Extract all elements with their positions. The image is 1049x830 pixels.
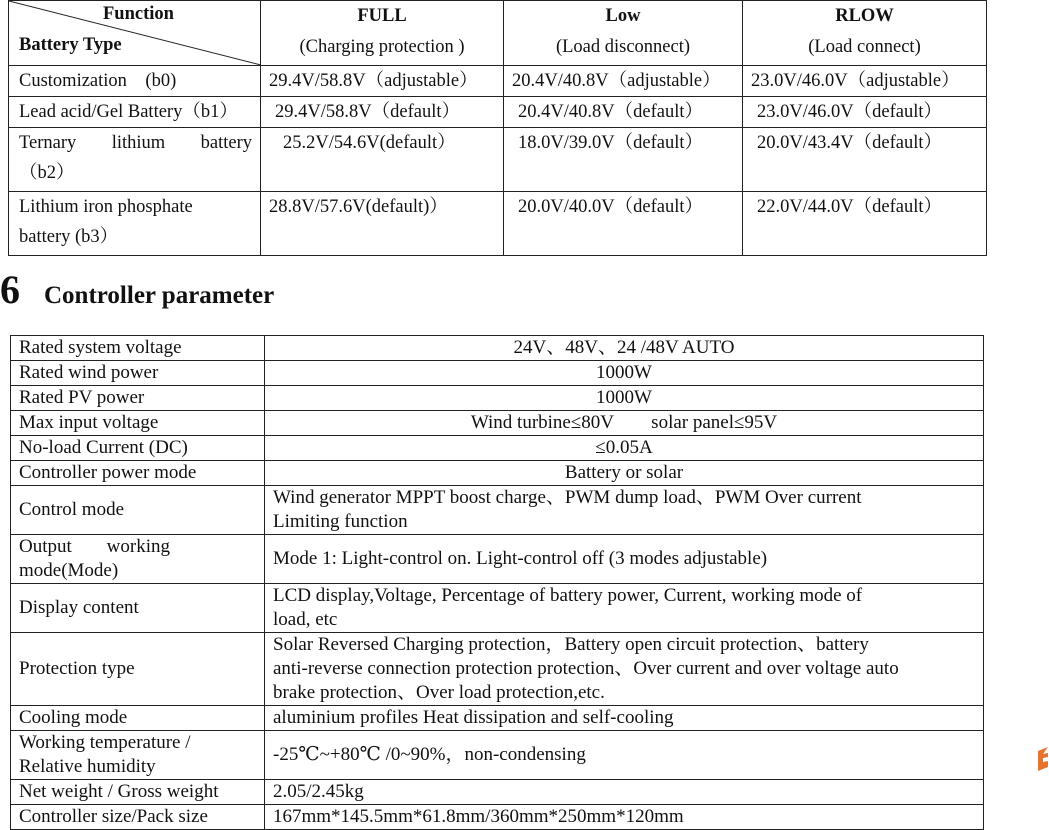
parameter-label: Rated system voltage bbox=[11, 336, 265, 361]
parameter-value: 1000W bbox=[265, 386, 984, 411]
parameter-label: Max input voltage bbox=[11, 411, 265, 436]
parameter-value: 2.05/2.45kg bbox=[265, 780, 984, 805]
parameter-label: Rated PV power bbox=[11, 386, 265, 411]
parameter-value: Battery or solar bbox=[265, 461, 984, 486]
parameter-value: 167mm*145.5mm*61.8mm/360mm*250mm*120mm bbox=[265, 805, 984, 830]
parameter-value bbox=[265, 411, 984, 436]
value-line: anti-reverse connection protection protection、Over current and over voltage auto bbox=[273, 658, 899, 679]
parameter-label bbox=[11, 731, 265, 780]
table-row bbox=[11, 361, 984, 386]
full-value-cell: 28.8V/57.6V(default)） bbox=[261, 192, 504, 256]
label-word: Output bbox=[19, 536, 72, 557]
rlow-value-cell: 23.0V/46.0V（adjustable） bbox=[743, 66, 987, 97]
full-value-cell: 29.4V/58.8V（adjustable） bbox=[261, 66, 504, 97]
parameter-label: Controller size/Pack size bbox=[11, 805, 265, 830]
column-subtitle: (Charging protection ) bbox=[299, 37, 465, 57]
parameter-value: aluminium profiles Heat dissipation and self-cooling bbox=[265, 706, 984, 731]
wind-turbine-voltage: Wind turbine≤80V bbox=[470, 412, 614, 433]
table-row bbox=[11, 780, 984, 805]
table-row bbox=[11, 584, 984, 633]
low-value-cell: 20.4V/40.8V（adjustable） bbox=[504, 66, 743, 97]
rlow-value-cell: 20.0V/43.4V（default） bbox=[743, 128, 987, 192]
parameter-value bbox=[265, 584, 984, 633]
controller-parameter-table bbox=[10, 335, 984, 830]
column-title: Low bbox=[605, 6, 641, 26]
parameter-value: ≤0.05A bbox=[265, 436, 984, 461]
table-row bbox=[11, 486, 984, 535]
column-title: RLOW bbox=[835, 6, 894, 26]
full-value-cell: 25.2V/54.6V(default） bbox=[261, 128, 504, 192]
rlow-value-cell: 22.0V/44.0V（default） bbox=[743, 192, 987, 256]
column-header-rlow bbox=[743, 1, 987, 66]
value-line: Solar Reversed Charging protection，Battery open circuit protection、battery bbox=[273, 634, 869, 655]
column-title: FULL bbox=[357, 6, 407, 26]
parameter-label: Display content bbox=[11, 584, 265, 633]
column-header-full bbox=[261, 1, 504, 66]
low-value-cell: 18.0V/39.0V（default） bbox=[504, 128, 743, 192]
table-row bbox=[11, 436, 984, 461]
parameter-value bbox=[265, 633, 984, 706]
parameter-label: Control mode bbox=[11, 486, 265, 535]
battery-type-table bbox=[8, 0, 987, 256]
table-row bbox=[9, 66, 987, 97]
value-line: LCD display,Voltage, Percentage of battery power, Current, working mode of bbox=[273, 585, 863, 606]
battery-type-code: （b2） bbox=[19, 163, 75, 183]
parameter-label: No-load Current (DC) bbox=[11, 436, 265, 461]
low-value-cell: 20.4V/40.8V（default） bbox=[504, 97, 743, 128]
parameter-label: Cooling mode bbox=[11, 706, 265, 731]
header-diagonal-cell bbox=[9, 1, 261, 66]
parameter-label bbox=[11, 535, 265, 584]
value-line: Limiting function bbox=[273, 511, 408, 532]
parameter-value bbox=[265, 486, 984, 535]
rlow-value-cell: 23.0V/46.0V（default） bbox=[743, 97, 987, 128]
column-header-low bbox=[504, 1, 743, 66]
full-value-cell: 29.4V/58.8V（default） bbox=[261, 97, 504, 128]
value-line: Wind generator MPPT boost charge、PWM dump load、PWM Over current bbox=[273, 487, 862, 508]
parameter-label: Protection type bbox=[11, 633, 265, 706]
parameter-value: 1000W bbox=[265, 361, 984, 386]
table-row bbox=[11, 731, 984, 780]
table-row bbox=[9, 192, 987, 256]
app-logo-icon[interactable] bbox=[1034, 745, 1049, 775]
battery-type-line: Lithium iron phosphate bbox=[19, 197, 193, 217]
table-row bbox=[11, 461, 984, 486]
column-subtitle: (Load disconnect) bbox=[555, 37, 691, 57]
battery-type-label: Battery Type bbox=[19, 35, 122, 55]
table-header-row bbox=[9, 1, 987, 66]
section-heading bbox=[0, 266, 274, 313]
table-row bbox=[11, 336, 984, 361]
label-line: Relative humidity bbox=[19, 756, 156, 777]
column-subtitle: (Load connect) bbox=[808, 37, 921, 57]
table-row bbox=[9, 128, 987, 192]
parameter-label: Controller power mode bbox=[11, 461, 265, 486]
label-line: mode(Mode) bbox=[19, 560, 119, 581]
value-line: brake protection、Over load protection,etc. bbox=[273, 682, 605, 703]
battery-type-word: lithium bbox=[111, 133, 166, 153]
table-row bbox=[11, 706, 984, 731]
parameter-value: 24V、48V、24 /48V AUTO bbox=[265, 336, 984, 361]
battery-type-word: Ternary bbox=[19, 133, 77, 153]
battery-type-line: battery (b3） bbox=[19, 227, 119, 247]
value-line: load, etc bbox=[273, 609, 338, 630]
table-row bbox=[11, 386, 984, 411]
parameter-label: Rated wind power bbox=[11, 361, 265, 386]
table-row bbox=[9, 97, 987, 128]
function-label: Function bbox=[103, 4, 174, 24]
battery-type-word: battery bbox=[200, 133, 252, 153]
label-line: Working temperature / bbox=[19, 732, 191, 753]
section-title: Controller parameter bbox=[44, 282, 275, 309]
table-row bbox=[11, 633, 984, 706]
battery-type-cell: Customization (b0) bbox=[9, 66, 261, 97]
table-row bbox=[11, 411, 984, 436]
section-number: 6 bbox=[0, 267, 20, 312]
parameter-label: Net weight / Gross weight bbox=[11, 780, 265, 805]
label-word: working bbox=[106, 536, 170, 557]
parameter-value: -25℃~+80℃ /0~90%，non-condensing bbox=[265, 731, 984, 780]
solar-panel-voltage: solar panel≤95V bbox=[651, 412, 778, 433]
low-value-cell: 20.0V/40.0V（default） bbox=[504, 192, 743, 256]
battery-type-cell bbox=[9, 128, 261, 192]
table-row bbox=[11, 805, 984, 830]
parameter-value: Mode 1: Light-control on. Light-control off (3 modes adjustable) bbox=[265, 535, 984, 584]
battery-type-cell bbox=[9, 192, 261, 256]
battery-type-cell: Lead acid/Gel Battery（b1） bbox=[9, 97, 261, 128]
table-row bbox=[11, 535, 984, 584]
